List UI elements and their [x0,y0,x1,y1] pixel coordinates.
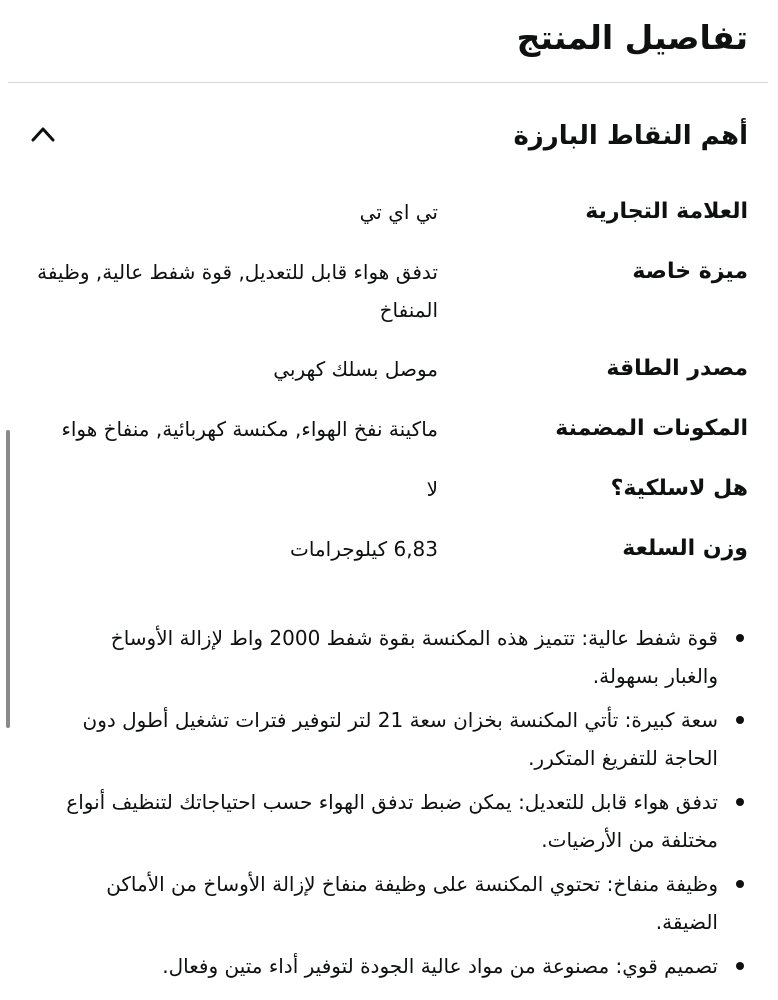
section-title: أهم النقاط البارزة [513,121,748,151]
bullet-text: تصميم قوي: مصنوعة من مواد عالية الجودة لتوفير أداء متين وفعال. [162,954,718,978]
header-divider [8,82,768,83]
bullet-dot-icon [736,962,744,970]
spec-value: موصل بسلك كهربي [273,357,438,381]
spec-value: لا [426,477,438,501]
spec-label: هل لاسلكية؟ [610,476,748,501]
spec-row-cordless [30,469,748,509]
page-title: تفاصيل المنتج [516,18,748,57]
list-item [55,947,748,985]
feature-bullet-list [55,619,748,991]
list-item [55,701,748,777]
spec-row-special-feature [30,252,748,329]
bullet-dot-icon [736,798,744,806]
bullet-text: تدفق هواء قابل للتعديل: يمكن ضبط تدفق الهواء حسب احتياجاتك لتنظيف أنواع مختلفة من الأرضيات. [66,790,718,852]
list-item [55,783,748,859]
spec-row-power-source [30,349,748,389]
highlights-section-toggle[interactable] [25,110,748,160]
spec-value: تي اي تي [359,200,438,224]
spec-row-brand [30,192,748,232]
spec-label: وزن السلعة [622,536,748,561]
spec-label: ميزة خاصة [632,259,748,284]
list-item [55,865,748,941]
bullet-dot-icon [736,634,744,642]
spec-label: مصدر الطاقة [606,356,748,381]
bullet-text: سعة كبيرة: تأتي المكنسة بخزان سعة 21 لتر لتوفير فترات تشغيل أطول دون الحاجة للتفريغ المتكرر. [82,708,718,770]
spec-value: تدفق هواء قابل للتعديل, قوة شفط عالية, وظيفة المنفاخ [37,260,438,322]
chevron-up-icon[interactable] [29,122,57,146]
bullet-text: قوة شفط عالية: تتميز هذه المكنسة بقوة شفط 2000 واط لإزالة الأوساخ والغبار بسهولة. [110,626,718,688]
bullet-dot-icon [736,880,744,888]
bullet-text: وظيفة منفاخ: تحتوي المكنسة على وظيفة منفاخ لإزالة الأوساخ من الأماكن الضيقة. [106,872,718,934]
list-item [55,619,748,695]
spec-value: 6,83 كيلوجرامات [290,537,438,561]
scrollbar-thumb[interactable] [6,430,10,728]
spec-label: العلامة التجارية [585,199,748,224]
specs-table [30,192,748,589]
spec-value: ماكينة نفخ الهواء, مكنسة كهربائية, منفاخ هواء [61,417,438,441]
spec-label: المكونات المضمنة [555,416,748,441]
bullet-dot-icon [736,716,744,724]
spec-row-included-components [30,409,748,449]
spec-row-item-weight [30,529,748,569]
